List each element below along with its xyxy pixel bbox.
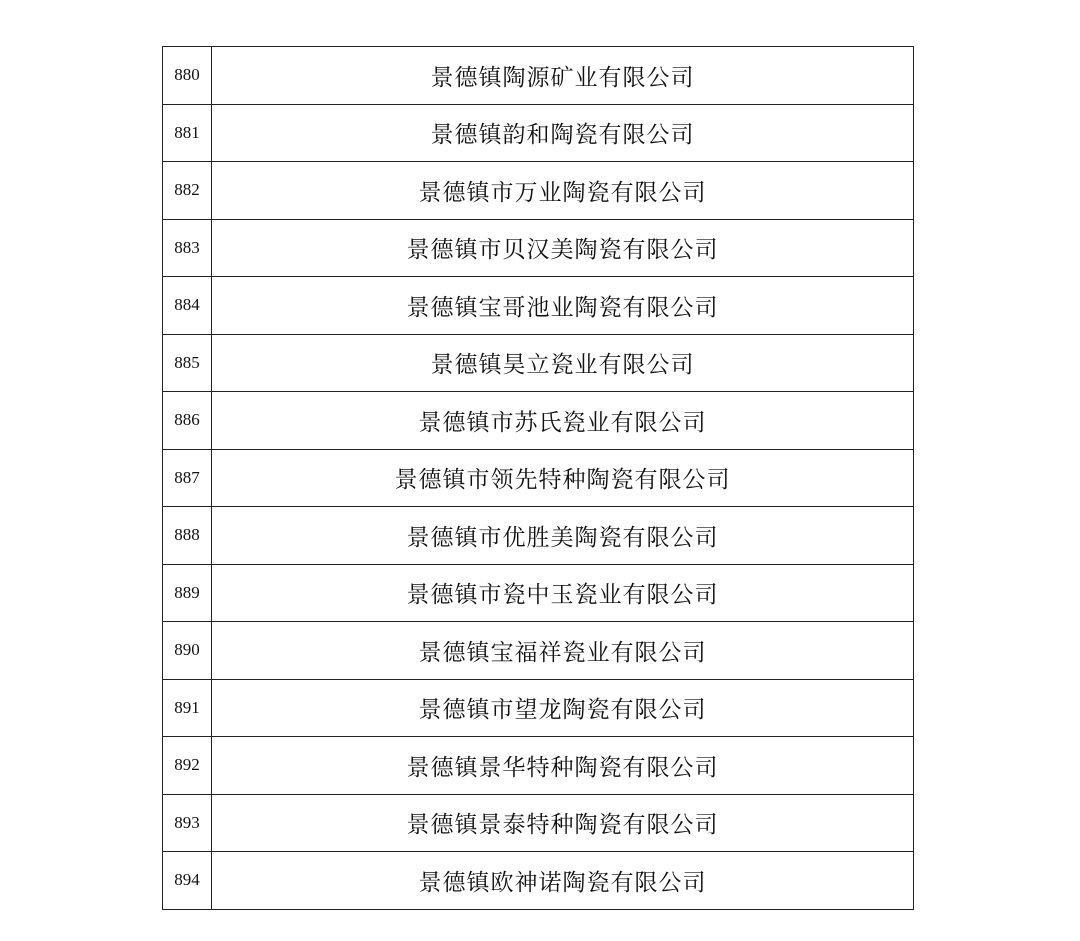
row-number: 894 [163, 852, 212, 910]
table-row [163, 737, 914, 795]
table-row [163, 679, 914, 737]
table-row [163, 47, 914, 105]
table-row [163, 852, 914, 910]
company-name: 景德镇市贝汉美陶瓷有限公司 [212, 219, 914, 277]
row-number: 885 [163, 334, 212, 392]
table-row [163, 334, 914, 392]
table-row [163, 219, 914, 277]
row-number: 884 [163, 277, 212, 335]
table-row [163, 449, 914, 507]
company-list-body [163, 47, 914, 910]
company-name: 景德镇市领先特种陶瓷有限公司 [212, 449, 914, 507]
company-name: 景德镇昊立瓷业有限公司 [212, 334, 914, 392]
table-row [163, 507, 914, 565]
company-name: 景德镇韵和陶瓷有限公司 [212, 104, 914, 162]
company-name: 景德镇市望龙陶瓷有限公司 [212, 679, 914, 737]
company-name: 景德镇市万业陶瓷有限公司 [212, 162, 914, 220]
table-row [163, 392, 914, 450]
company-name: 景德镇市苏氏瓷业有限公司 [212, 392, 914, 450]
table-row [163, 564, 914, 622]
table-row [163, 104, 914, 162]
row-number: 882 [163, 162, 212, 220]
table-row [163, 794, 914, 852]
company-name: 景德镇宝哥池业陶瓷有限公司 [212, 277, 914, 335]
row-number: 889 [163, 564, 212, 622]
company-name: 景德镇景泰特种陶瓷有限公司 [212, 794, 914, 852]
company-name: 景德镇市优胜美陶瓷有限公司 [212, 507, 914, 565]
table-row [163, 277, 914, 335]
row-number: 890 [163, 622, 212, 680]
row-number: 887 [163, 449, 212, 507]
row-number: 886 [163, 392, 212, 450]
company-name: 景德镇宝福祥瓷业有限公司 [212, 622, 914, 680]
company-name: 景德镇欧神诺陶瓷有限公司 [212, 852, 914, 910]
table-row [163, 162, 914, 220]
company-name: 景德镇景华特种陶瓷有限公司 [212, 737, 914, 795]
table-row [163, 622, 914, 680]
company-list-table [162, 46, 914, 910]
company-name: 景德镇市瓷中玉瓷业有限公司 [212, 564, 914, 622]
company-name: 景德镇陶源矿业有限公司 [212, 47, 914, 105]
row-number: 893 [163, 794, 212, 852]
row-number: 888 [163, 507, 212, 565]
row-number: 883 [163, 219, 212, 277]
row-number: 881 [163, 104, 212, 162]
row-number: 880 [163, 47, 212, 105]
row-number: 892 [163, 737, 212, 795]
row-number: 891 [163, 679, 212, 737]
